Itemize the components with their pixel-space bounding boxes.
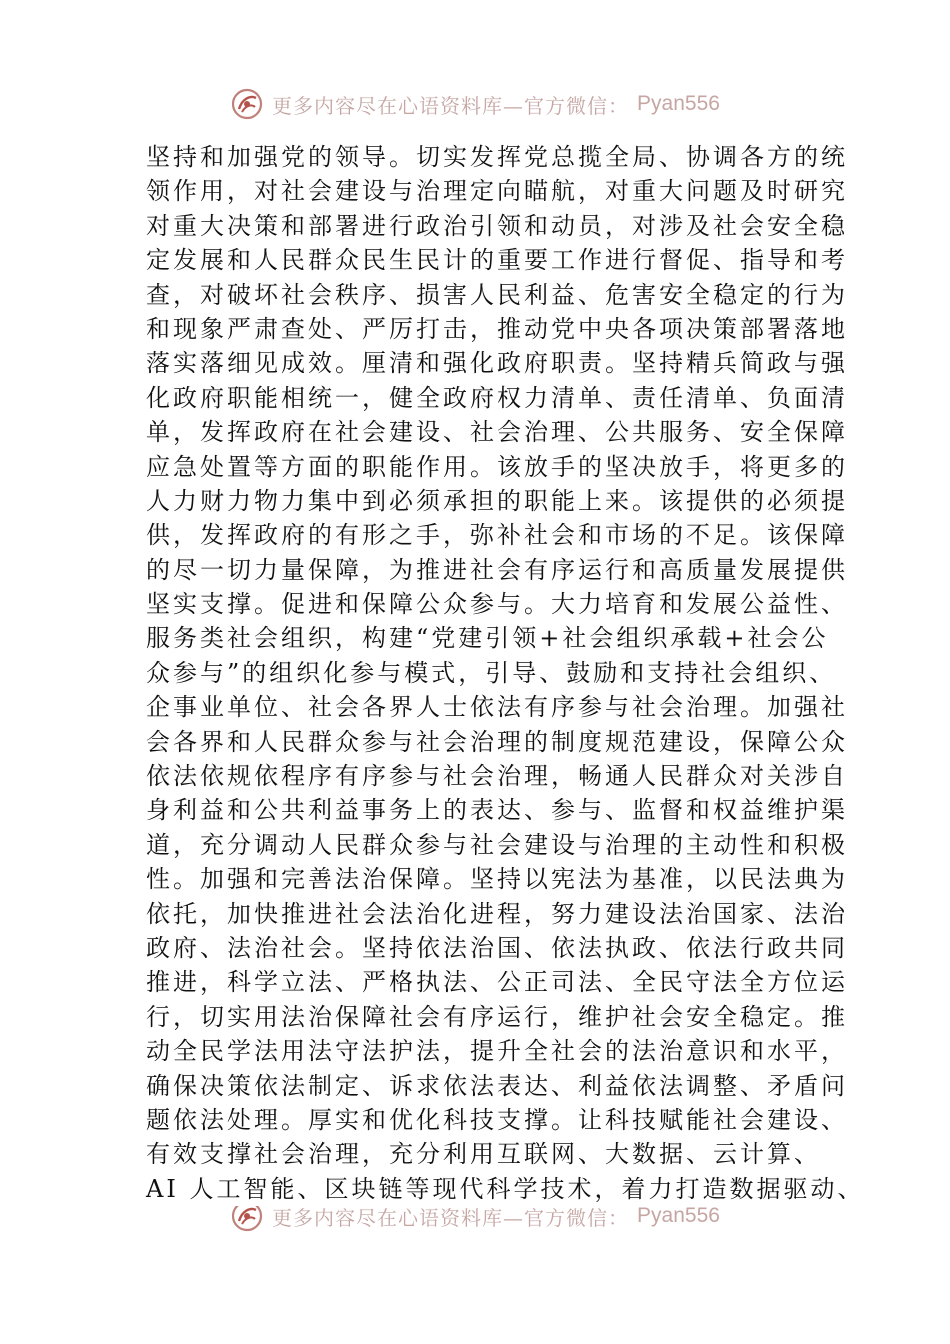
watermark-text: 更多内容尽在心语资料库—官方微信：: [272, 93, 630, 118]
text-line: AI 人工智能、区块链等现代科学技术，着力打造数据驱动、: [146, 1174, 865, 1203]
text-line: 化政府职能相统一，健全政府权力清单、责任清单、负面清: [146, 383, 848, 412]
text-line: 依法依规依程序有序参与社会治理，畅通人民群众对关涉自: [146, 762, 848, 791]
text-line: 对重大决策和部署进行政治引领和动员，对涉及社会安全稳: [146, 211, 848, 240]
text-line: 定发展和人民群众民生民计的重要工作进行督促、指导和考: [146, 246, 848, 275]
text-line: 依托，加快推进社会法治化进程，努力建设法治国家、法治: [146, 899, 848, 928]
text-line: 道，充分调动人民群众参与社会建设与治理的主动性和积极: [146, 830, 848, 859]
text-line: 推进，科学立法、严格执法、公正司法、全民守法全方位运: [146, 968, 848, 997]
text-line: 会各界和人民群众参与社会治理的制度规范建设，保障公众: [146, 727, 848, 756]
watermark-text: 更多内容尽在心语资料库—官方微信：: [272, 1206, 630, 1230]
text-line: 和现象严肃查处、严厉打击，推动党中央各项决策部署落地: [146, 314, 848, 343]
text-line: 应急处置等方面的职能作用。该放手的坚决放手，将更多的: [146, 452, 848, 481]
text-line: 单，发挥政府在社会建设、社会治理、公共服务、安全保障: [146, 418, 848, 447]
text-line: 供，发挥政府的有形之手，弥补社会和市场的不足。该保障: [146, 521, 848, 550]
watermark-wechat-id: Pyan556: [637, 1206, 720, 1227]
text-line: 的尽一切力量保障，为推进社会有序运行和高质量发展提供: [146, 555, 848, 584]
header-watermark: [0, 84, 950, 124]
text-line: 领作用，对社会建设与治理定向瞄航，对重大问题及时研究: [146, 177, 848, 206]
text-line: 坚实支撑。促进和保障公众参与。大力培育和发展公益性、: [146, 590, 848, 619]
seal-logo-icon: [230, 87, 264, 121]
text-line: 身利益和公共利益事务上的表达、参与、监督和权益维护渠: [146, 796, 848, 825]
text-line: 众参与”的组织化参与模式，引导、鼓励和支持社会组织、: [146, 658, 837, 687]
text-line: 坚持和加强党的领导。切实发挥党总揽全局、协调各方的统: [146, 143, 848, 171]
text-line: 题依法处理。厚实和优化科技支撑。让科技赋能社会建设、: [146, 1105, 848, 1134]
text-line: 企事业单位、社会各界人士依法有序参与社会治理。加强社: [146, 693, 848, 722]
text-line: 落实落细见成效。厘清和强化政府职责。坚持精兵简政与强: [146, 349, 848, 378]
footer-watermark: [0, 1206, 950, 1240]
text-line: 行，切实用法治保障社会有序运行，维护社会安全稳定。推: [146, 1002, 848, 1031]
text-line: 人力财力物力集中到必须承担的职能上来。该提供的必须提: [146, 486, 848, 515]
text-line: 有效支撑社会治理，充分利用互联网、大数据、云计算、: [146, 1140, 821, 1169]
seal-logo-icon: [230, 1206, 264, 1233]
watermark-wechat-id: Pyan556: [637, 92, 720, 115]
document-body: [146, 140, 865, 1206]
text-line: 服务类社会组织，构建“党建引领+社会组织承载+社会公: [146, 624, 829, 653]
text-line: 政府、法治社会。坚持依法治国、依法执政、依法行政共同: [146, 933, 848, 962]
text-line: 查，对破坏社会秩序、损害人民利益、危害安全稳定的行为: [146, 280, 848, 309]
text-line: 性。加强和完善法治保障。坚持以宪法为基准，以民法典为: [146, 865, 848, 894]
text-line: 动全民学法用法守法护法，提升全社会的法治意识和水平，: [146, 1037, 848, 1066]
text-line: 确保决策依法制定、诉求依法表达、利益依法调整、矛盾问: [146, 1071, 848, 1100]
